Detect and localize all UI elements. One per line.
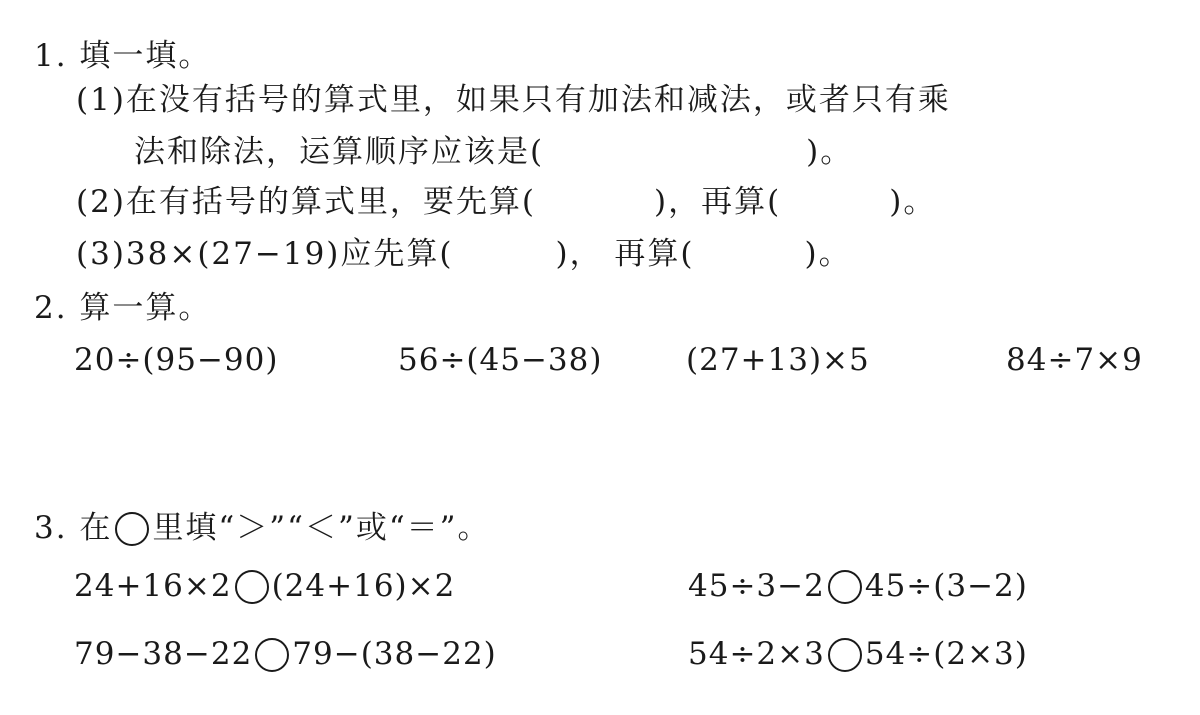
compare-circle-4[interactable]: [828, 638, 862, 672]
q3-item-4-left: 54÷2×3: [688, 636, 825, 672]
q3-item-3-right: 79−(38−22): [292, 636, 497, 672]
compare-circle-2[interactable]: [828, 570, 862, 604]
q3-item-4-right: 54÷(2×3): [864, 636, 1028, 672]
q1-part3: [76, 234, 852, 274]
q3-item-2-right: 45÷(3−2): [864, 568, 1028, 604]
q1-title: 1. 填一填。: [34, 38, 212, 74]
q1-part1-close: )。: [806, 134, 854, 170]
compare-circle-1[interactable]: [235, 570, 269, 604]
q3-title-prefix: 3. 在: [34, 510, 113, 546]
q2-title: 2. 算一算。: [34, 290, 212, 326]
q1-part2-text: (2)在有括号的算式里，要先算(: [76, 184, 537, 220]
q2-expression-3: (27+13)×5: [686, 342, 870, 378]
q3-item-1: [74, 566, 455, 606]
q1-part3-mid: )， 再算(: [555, 236, 695, 272]
q3-item-3: [74, 634, 497, 674]
q2-expression-4: 84÷7×9: [1006, 342, 1143, 378]
q1-part3-close: )。: [804, 236, 852, 272]
q3-item-2: [688, 566, 1028, 606]
q3-item-1-left: 24+16×2: [74, 568, 232, 604]
q3-item-3-left: 79−38−22: [74, 636, 253, 672]
q1-part2-mid: )，再算(: [654, 184, 782, 220]
q3-title: [34, 508, 491, 548]
q1-part2-close: )。: [889, 184, 937, 220]
q3-title-suffix: 里填“＞”“＜”或“＝”。: [152, 510, 491, 546]
q1-part3-text: (3)38×(27−19)应先算(: [76, 236, 454, 272]
q2-expression-1: 20÷(95−90): [74, 342, 279, 378]
q3-item-2-left: 45÷3−2: [688, 568, 825, 604]
q1-part1-line2: [134, 132, 853, 172]
q1-part1-text: 法和除法，运算顺序应该是(: [134, 134, 545, 170]
q3-item-4: [688, 634, 1028, 674]
q1-part1-line1: (1)在没有括号的算式里，如果只有加法和减法，或者只有乘: [76, 82, 951, 118]
compare-circle-example: [115, 512, 149, 546]
q1-part2: [76, 182, 936, 222]
compare-circle-3[interactable]: [255, 638, 289, 672]
q2-expression-2: 56÷(45−38): [398, 342, 603, 378]
q3-item-1-right: (24+16)×2: [271, 568, 456, 604]
